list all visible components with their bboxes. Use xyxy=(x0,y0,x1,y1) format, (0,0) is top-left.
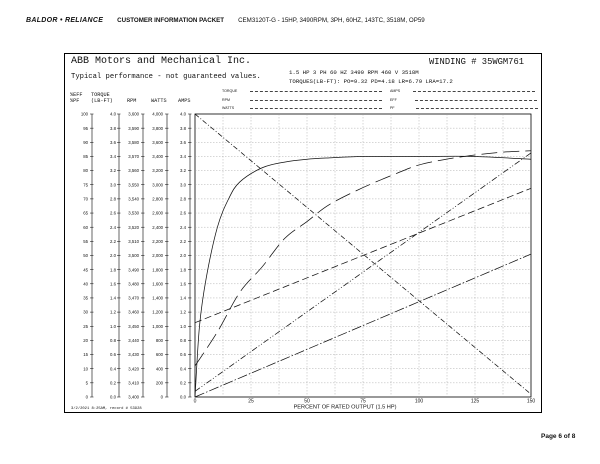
watts-tick-label: 1,600 xyxy=(152,281,163,287)
amps-tick-label: 1.0 xyxy=(180,323,186,329)
watts-axis-head: WATTS xyxy=(151,98,167,104)
amps-tick-label: 1.6 xyxy=(180,281,186,287)
watts-tick-label: 2,000 xyxy=(152,253,163,259)
pct-tick-label: 90 xyxy=(83,139,88,145)
torque-tick-label: 1.2 xyxy=(110,309,116,315)
watts-tick-label: 800 xyxy=(155,338,163,343)
amps-tick-label: 2.8 xyxy=(180,196,186,202)
torque-tick-label: 2.2 xyxy=(110,238,116,244)
motor-spec-line: 1.5 HP 3 PH 60 HZ 3490 RPM 460 V 3518M xyxy=(289,69,419,76)
pct-tick-label: 10 xyxy=(83,366,88,372)
pct-tick-label: 0 xyxy=(85,394,88,400)
amps-tick-label: 4.0 xyxy=(180,111,186,117)
amps-tick-label: 0.4 xyxy=(180,366,186,372)
amps-tick-label: 3.2 xyxy=(180,168,186,174)
rpm-tick-label: 3,490 xyxy=(128,267,139,273)
rpm-tick-label: 3,540 xyxy=(128,196,139,202)
page-number: Page 6 of 8 xyxy=(541,433,576,440)
watts-tick-label: 2,800 xyxy=(152,196,163,202)
amps-tick-label: 0.6 xyxy=(180,352,186,358)
amps-tick-label: 2.4 xyxy=(180,224,186,230)
torque-tick-label: 1.4 xyxy=(110,295,116,301)
legend-watts xyxy=(222,106,382,110)
rpm-tick-label: 3,500 xyxy=(128,253,139,259)
watts-tick-label: 1,200 xyxy=(152,309,163,315)
rpm-tick-label: 3,530 xyxy=(128,210,139,216)
brand-logo: BALDOR • RELIANCE xyxy=(26,17,104,24)
amps-tick-label: 3.8 xyxy=(180,125,186,131)
rpm-tick-label: 3,430 xyxy=(128,352,139,358)
rpm-tick-label: 3,480 xyxy=(128,281,139,287)
amps-tick-label: 0.0 xyxy=(180,394,186,400)
watts-tick-label: 3,800 xyxy=(152,125,163,131)
amps-tick-label: 0.8 xyxy=(180,338,186,343)
pct-tick-label: 15 xyxy=(83,352,88,358)
rpm-tick-label: 3,590 xyxy=(128,125,139,131)
amps-tick-label: 2.6 xyxy=(180,210,186,216)
watts-tick-label: 3,400 xyxy=(152,154,163,160)
x-axis-label: PERCENT OF RATED OUTPUT (1.5 HP) xyxy=(293,404,397,411)
legend-label: PF xyxy=(390,106,395,110)
watts-tick-label: 0 xyxy=(160,394,163,400)
rpm-tick-label: 3,510 xyxy=(128,238,139,244)
rpm-tick-label: 3,420 xyxy=(128,366,139,372)
amps-tick-label: 2.0 xyxy=(180,253,186,259)
watts-tick-label: 3,600 xyxy=(152,139,163,145)
pct-tick-label: 40 xyxy=(83,281,88,287)
x-tick-label: 50 xyxy=(304,398,310,405)
watts-tick-label: 3,200 xyxy=(152,168,163,174)
pct-tick-label: 60 xyxy=(83,224,88,230)
pct-tick-label: 55 xyxy=(83,238,88,244)
legend-label: EFF xyxy=(390,98,397,102)
torque-axis-head: TORQUE (LB-FT) xyxy=(91,92,113,104)
winding-number: WINDING # 35WGM761 xyxy=(429,57,525,67)
pct-tick-label: 95 xyxy=(83,125,88,131)
rpm-tick-label: 3,520 xyxy=(128,224,139,230)
watts-tick-label: 2,400 xyxy=(152,224,163,230)
amps-tick-label: 3.4 xyxy=(180,154,186,160)
watts-tick-label: 2,200 xyxy=(152,238,163,244)
torque-tick-label: 0.2 xyxy=(110,380,116,386)
watts-tick-label: 3,000 xyxy=(152,182,163,188)
rpm-tick-label: 3,460 xyxy=(128,309,139,315)
legend-amps xyxy=(390,89,535,93)
torque-tick-label: 1.0 xyxy=(110,323,116,329)
torque-tick-label: 2.4 xyxy=(110,224,116,230)
watts-tick-label: 1,400 xyxy=(152,295,163,301)
amps-tick-label: 3.6 xyxy=(180,139,186,145)
record-footnote: 3/2/2021 8:25AM, record # 53928 xyxy=(71,407,142,411)
legend-eff xyxy=(390,98,537,102)
torque-tick-label: 4.0 xyxy=(110,111,116,117)
torque-tick-label: 0.6 xyxy=(110,352,116,358)
company-name: ABB Motors and Mechanical Inc. xyxy=(71,56,252,67)
watts-tick-label: 400 xyxy=(155,366,163,372)
rpm-axis-head: RPM xyxy=(127,98,137,104)
torque-tick-label: 3.8 xyxy=(110,125,116,131)
sheet-subtitle: Typical performance - not guaranteed values. xyxy=(71,73,261,81)
pct-tick-label: 70 xyxy=(83,196,88,202)
x-tick-label: 0 xyxy=(193,398,197,405)
watts-tick-label: 2,600 xyxy=(152,210,163,216)
x-tick-label: 125 xyxy=(470,398,480,405)
pct-tick-label: 25 xyxy=(83,323,88,329)
rpm-tick-label: 3,570 xyxy=(128,154,139,160)
pct-tick-label: 80 xyxy=(83,168,88,174)
amps-tick-label: 3.0 xyxy=(180,182,186,188)
rpm-tick-label: 3,470 xyxy=(128,295,139,301)
pct-tick-label: 100 xyxy=(80,111,88,117)
amps-tick-label: 1.2 xyxy=(180,309,186,315)
legend-torque xyxy=(222,89,382,93)
rpm-tick-label: 3,580 xyxy=(128,139,139,145)
legend-label: TORQUE xyxy=(222,89,238,93)
pct-tick-label: 50 xyxy=(83,253,88,259)
watts-tick-label: 200 xyxy=(155,380,163,386)
pct-tick-label: 85 xyxy=(83,154,88,160)
packet-title: CUSTOMER INFORMATION PACKET xyxy=(117,17,225,24)
torque-tick-label: 0.4 xyxy=(110,366,116,372)
rpm-tick-label: 3,440 xyxy=(128,338,139,343)
rpm-tick-label: 3,410 xyxy=(128,380,139,386)
torque-tick-label: 3.2 xyxy=(110,168,116,174)
watts-tick-label: 1,800 xyxy=(152,267,163,273)
pct-tick-label: 35 xyxy=(83,295,88,301)
legend-label: RPM xyxy=(222,98,230,102)
watts-tick-label: 600 xyxy=(155,352,163,358)
pct-axis-head: %EFF %PF xyxy=(70,92,83,104)
rpm-tick-label: 3,400 xyxy=(128,394,139,400)
watts-tick-label: 4,000 xyxy=(152,111,163,117)
amps-axis-head: AMPS xyxy=(178,98,191,104)
x-tick-label: 25 xyxy=(248,398,254,405)
torque-tick-label: 3.0 xyxy=(110,182,116,188)
torque-tick-label: 1.6 xyxy=(110,281,116,287)
watts-tick-label: 1,000 xyxy=(152,323,163,329)
amps-tick-label: 2.2 xyxy=(180,238,186,244)
page-header xyxy=(26,17,425,24)
pct-tick-label: 45 xyxy=(83,267,88,273)
rpm-tick-label: 3,600 xyxy=(128,111,139,117)
rpm-tick-label: 3,550 xyxy=(128,182,139,188)
x-tick-label: 150 xyxy=(526,398,536,405)
torque-tick-label: 2.8 xyxy=(110,196,116,202)
legend-pf xyxy=(390,106,538,110)
torque-tick-label: 0.8 xyxy=(110,338,116,343)
torque-tick-label: 2.6 xyxy=(110,210,116,216)
model-line: CEM3120T-G - 15HP, 3490RPM, 3PH, 60HZ, 143TC, 3518M, OP59 xyxy=(238,17,425,24)
torque-tick-label: 3.4 xyxy=(110,154,116,160)
pct-tick-label: 5 xyxy=(85,380,88,386)
legend-label: AMPS xyxy=(390,89,401,93)
torque-spec-line: TORQUES(LB-FT): PO=9.32 PD=4.18 LR=6.79 LRA=17.2 xyxy=(289,78,453,85)
amps-tick-label: 1.8 xyxy=(180,267,186,273)
amps-tick-label: 0.2 xyxy=(180,380,186,386)
rpm-tick-label: 3,560 xyxy=(128,168,139,174)
x-tick-label: 75 xyxy=(360,398,366,405)
torque-tick-label: 0.0 xyxy=(110,394,116,400)
torque-tick-label: 1.8 xyxy=(110,267,116,273)
legend-rpm xyxy=(222,98,382,102)
pct-tick-label: 30 xyxy=(83,309,88,315)
x-tick-label: 100 xyxy=(414,398,424,405)
torque-tick-label: 2.0 xyxy=(110,253,116,259)
pct-tick-label: 65 xyxy=(83,210,88,216)
amps-tick-label: 1.4 xyxy=(180,295,186,301)
pct-tick-label: 75 xyxy=(83,182,88,188)
torque-tick-label: 3.6 xyxy=(110,139,116,145)
legend-label: WATTS xyxy=(222,106,235,110)
rpm-tick-label: 3,450 xyxy=(128,323,139,329)
pct-tick-label: 20 xyxy=(83,338,88,343)
